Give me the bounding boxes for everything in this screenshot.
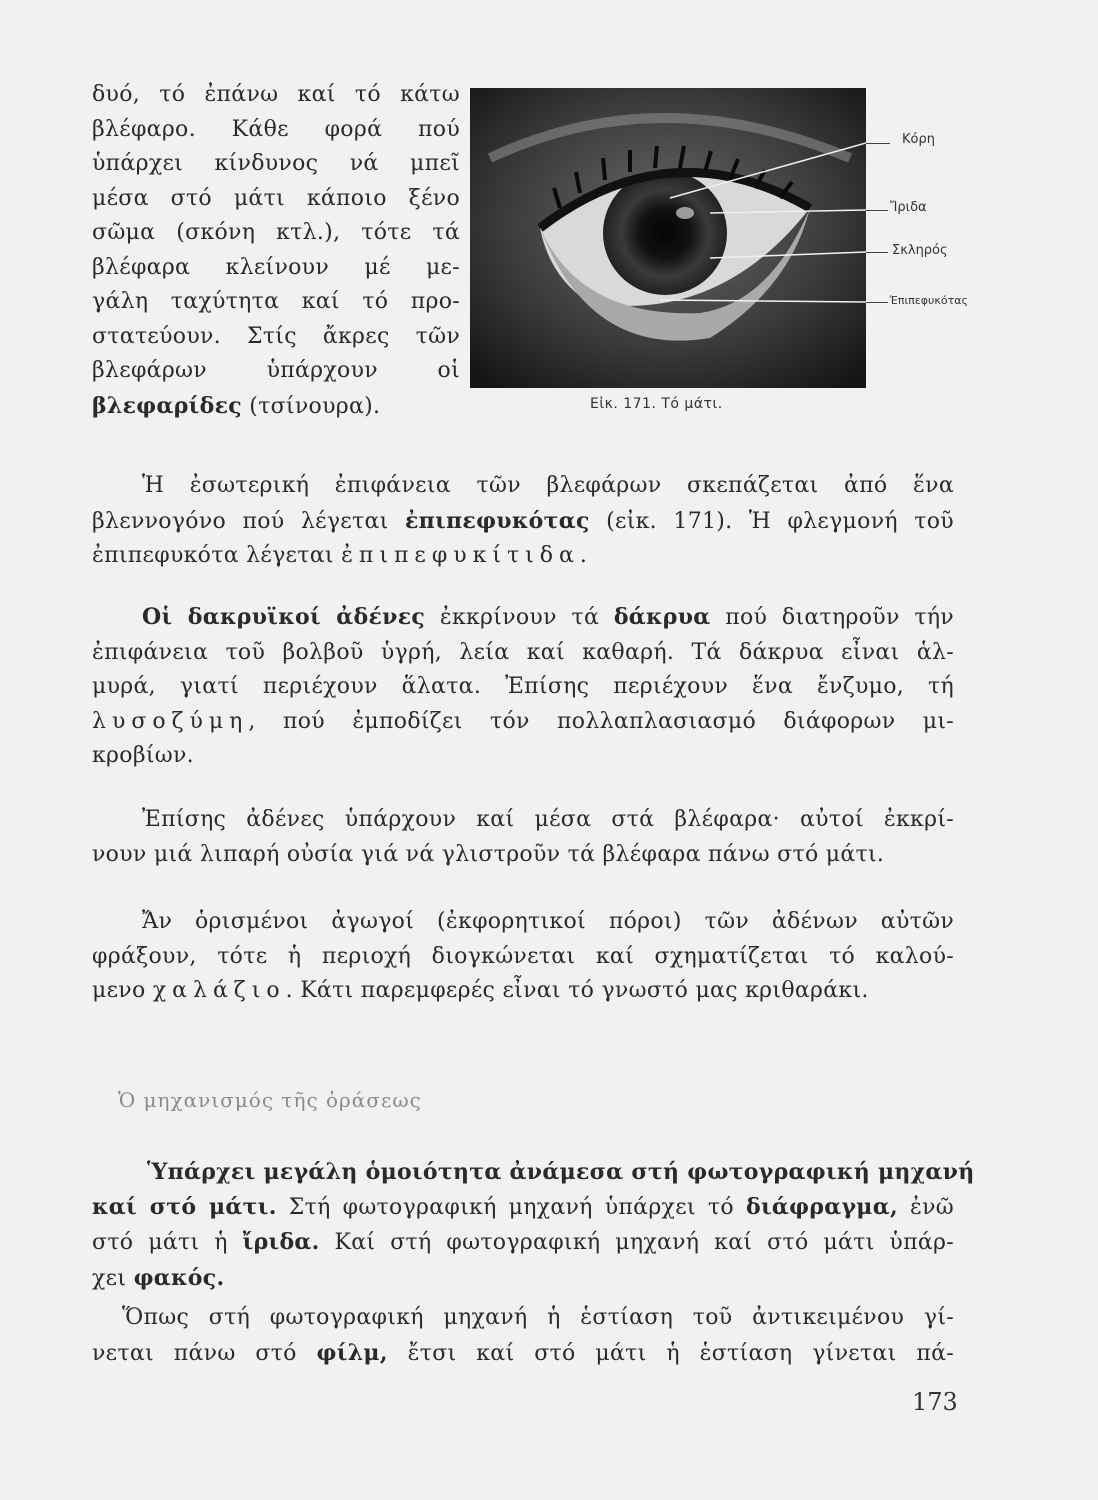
label-pupil: Κόρη: [902, 132, 935, 147]
text-line: φράξουν, τότε ἡ περιοχή διογκώνεται καί σχηματίζεται τό καλού-: [92, 943, 954, 969]
text-line: Ἄν ὁρισμένοι ἀγωγοί (ἐκφορητικοί πόροι) τῶν ἀδένων αὐτῶν: [142, 909, 954, 934]
text-line: [92, 600, 954, 636]
text-line: μυρά, γιατί περιέχουν ἅλατα. Ἐπίσης περιέχουν ἕνα ἔνζυμο, τή: [92, 674, 954, 699]
spaced-term-lysozyme: λυσοζύμη: [92, 708, 249, 734]
paragraph-eyelid-glands: [92, 803, 954, 872]
text-run: , πού ἐμποδίζει τόν πολλαπλασιασμό διάφορων μι-: [248, 708, 954, 734]
page-number: 173: [912, 1388, 958, 1416]
bold-term-film: φίλμ,: [316, 1339, 388, 1366]
text-line: ὑπάρχει κίνδυνος νά μπεῖ: [92, 151, 460, 176]
text-line: [92, 1261, 954, 1297]
text-line: Ἐπίσης ἀδένες ὑπάρχουν καί μέσα στά βλέφαρα· αὐτοί ἐκκρί-: [142, 807, 954, 832]
bold-term-tears: δάκρυα: [613, 604, 711, 630]
paragraph-tear-glands: [92, 600, 954, 774]
bold-term-conjunctiva: ἐπιπεφυκότας: [405, 507, 590, 534]
leader-line: [866, 302, 888, 303]
label-conjunctiva: Ἐπιπεφυκότας: [890, 294, 968, 307]
text-run: ἐνῶ: [897, 1194, 954, 1220]
section-title: Ὁ μηχανισμός τῆς ὁράσεως: [118, 1088, 422, 1112]
text-line: [92, 974, 954, 1009]
text-line: ἐπιφάνεια τοῦ βολβοῦ ὑγρή, λεία καί καθαρή. Τά δάκρυα εἶναι ἁλ-: [92, 639, 954, 665]
text-line: [92, 1225, 954, 1261]
bold-term-lens: φακός.: [133, 1264, 225, 1291]
paragraph-chalazion: [92, 905, 954, 1009]
text-line: Ὅπως στή φωτογραφική μηχανή ἡ ἑστίαση τοῦ ἀντικειμένου γί-: [122, 1305, 954, 1330]
text-line: [92, 705, 954, 740]
bold-term-iris: ἴριδα.: [242, 1229, 320, 1255]
text-run: νεται πάνω στό: [92, 1340, 317, 1366]
text-run: χει: [92, 1265, 134, 1291]
text-line: κροβίων.: [92, 743, 194, 768]
text-line: μέσα στό μάτι κάποιο ξένο: [92, 185, 460, 211]
text-run: (τσίνουρα).: [241, 393, 381, 419]
leader-line: [866, 143, 890, 144]
text-line: Ἡ ἐσωτερική ἐπιφάνεια τῶν βλεφάρων σκεπάζεται ἀπό ἕνα: [142, 473, 954, 498]
text-line: [92, 389, 460, 425]
text-run: Στή φωτογραφική μηχανή ὑπάρχει τό: [276, 1194, 746, 1220]
leader-line: [866, 210, 888, 211]
text-line: γάλη ταχύτητα καί τό προ-: [92, 289, 460, 314]
text-run: (εἰκ. 171). Ἡ φλεγμονή τοῦ: [589, 508, 954, 534]
label-iris: Ἴριδα: [890, 200, 927, 215]
bold-term-diaphragm: διάφραγμα,: [745, 1193, 898, 1220]
eye-illustration: [470, 88, 866, 388]
paragraph-conjunctiva: [92, 469, 954, 574]
intro-paragraph: [92, 78, 460, 424]
text-run: μενο: [92, 978, 153, 1003]
text-line: [92, 1190, 954, 1226]
text-line: σῶμα (σκόνη κτλ.), τότε τά: [92, 220, 460, 245]
text-line: στατεύουν. Στίς ἄκρες τῶν: [92, 323, 460, 349]
text-run: στό μάτι ἡ: [92, 1230, 243, 1255]
text-line: Ὑπάρχει μεγάλη ὁμοιότητα ἀνάμεσα στή φωτογραφική μηχανή: [147, 1159, 975, 1185]
eye-figure: [470, 88, 1010, 418]
text-line: δυό, τό ἐπάνω καί τό κάτω: [92, 82, 460, 107]
text-run: πού διατηροῦν τήν: [710, 605, 954, 630]
leader-line: [866, 252, 888, 253]
bold-term-eye: καί στό μάτι.: [92, 1193, 277, 1220]
label-sclera: Σκληρός: [892, 243, 948, 258]
bold-term-eyelashes: βλεφαρίδες: [92, 392, 242, 419]
text-line: βλεφάρων ὑπάρχουν οἱ: [92, 358, 460, 383]
text-line: [92, 504, 954, 540]
text-line: [92, 539, 954, 574]
text-run: ἐκκρίνουν τά: [425, 605, 614, 630]
text-run: ἔτσι καί στό μάτι ἡ ἑστίαση γίνεται πά-: [387, 1340, 954, 1366]
text-line: βλέφαρα κλείνουν μέ με-: [92, 254, 460, 280]
text-line: [92, 1336, 954, 1372]
text-run: Καί στή φωτογραφική μηχανή καί στό μάτι ὑπάρ-: [319, 1230, 954, 1255]
paragraph-camera-analogy: [92, 1155, 975, 1296]
spaced-term-chalazion: χαλάζιο: [152, 978, 286, 1003]
text-line: βλέφαρο. Κάθε φορά πού: [92, 116, 460, 142]
eye-photograph: [470, 88, 866, 388]
text-run: βλεννογόνο πού λέγεται: [92, 508, 405, 534]
text-run: . Κάτι παρεμφερές εἶναι τό γνωστό μας κριθαράκι.: [285, 978, 869, 1003]
paragraph-focusing: [92, 1301, 954, 1371]
text-line: νουν μιά λιπαρή οὐσία γιά νά γλιστροῦν τά βλέφαρα πάνω στό μάτι.: [92, 841, 885, 867]
text-run: ἐπιπεφυκότα λέγεται: [92, 543, 342, 568]
figure-caption: Εἰκ. 171. Τό μάτι.: [590, 396, 723, 412]
bold-term-tear-glands: Οἱ δακρυϊκοί ἀδένες: [142, 604, 426, 630]
spaced-term-conjunctivitis: ἐπιπεφυκίτιδα.: [341, 543, 593, 568]
